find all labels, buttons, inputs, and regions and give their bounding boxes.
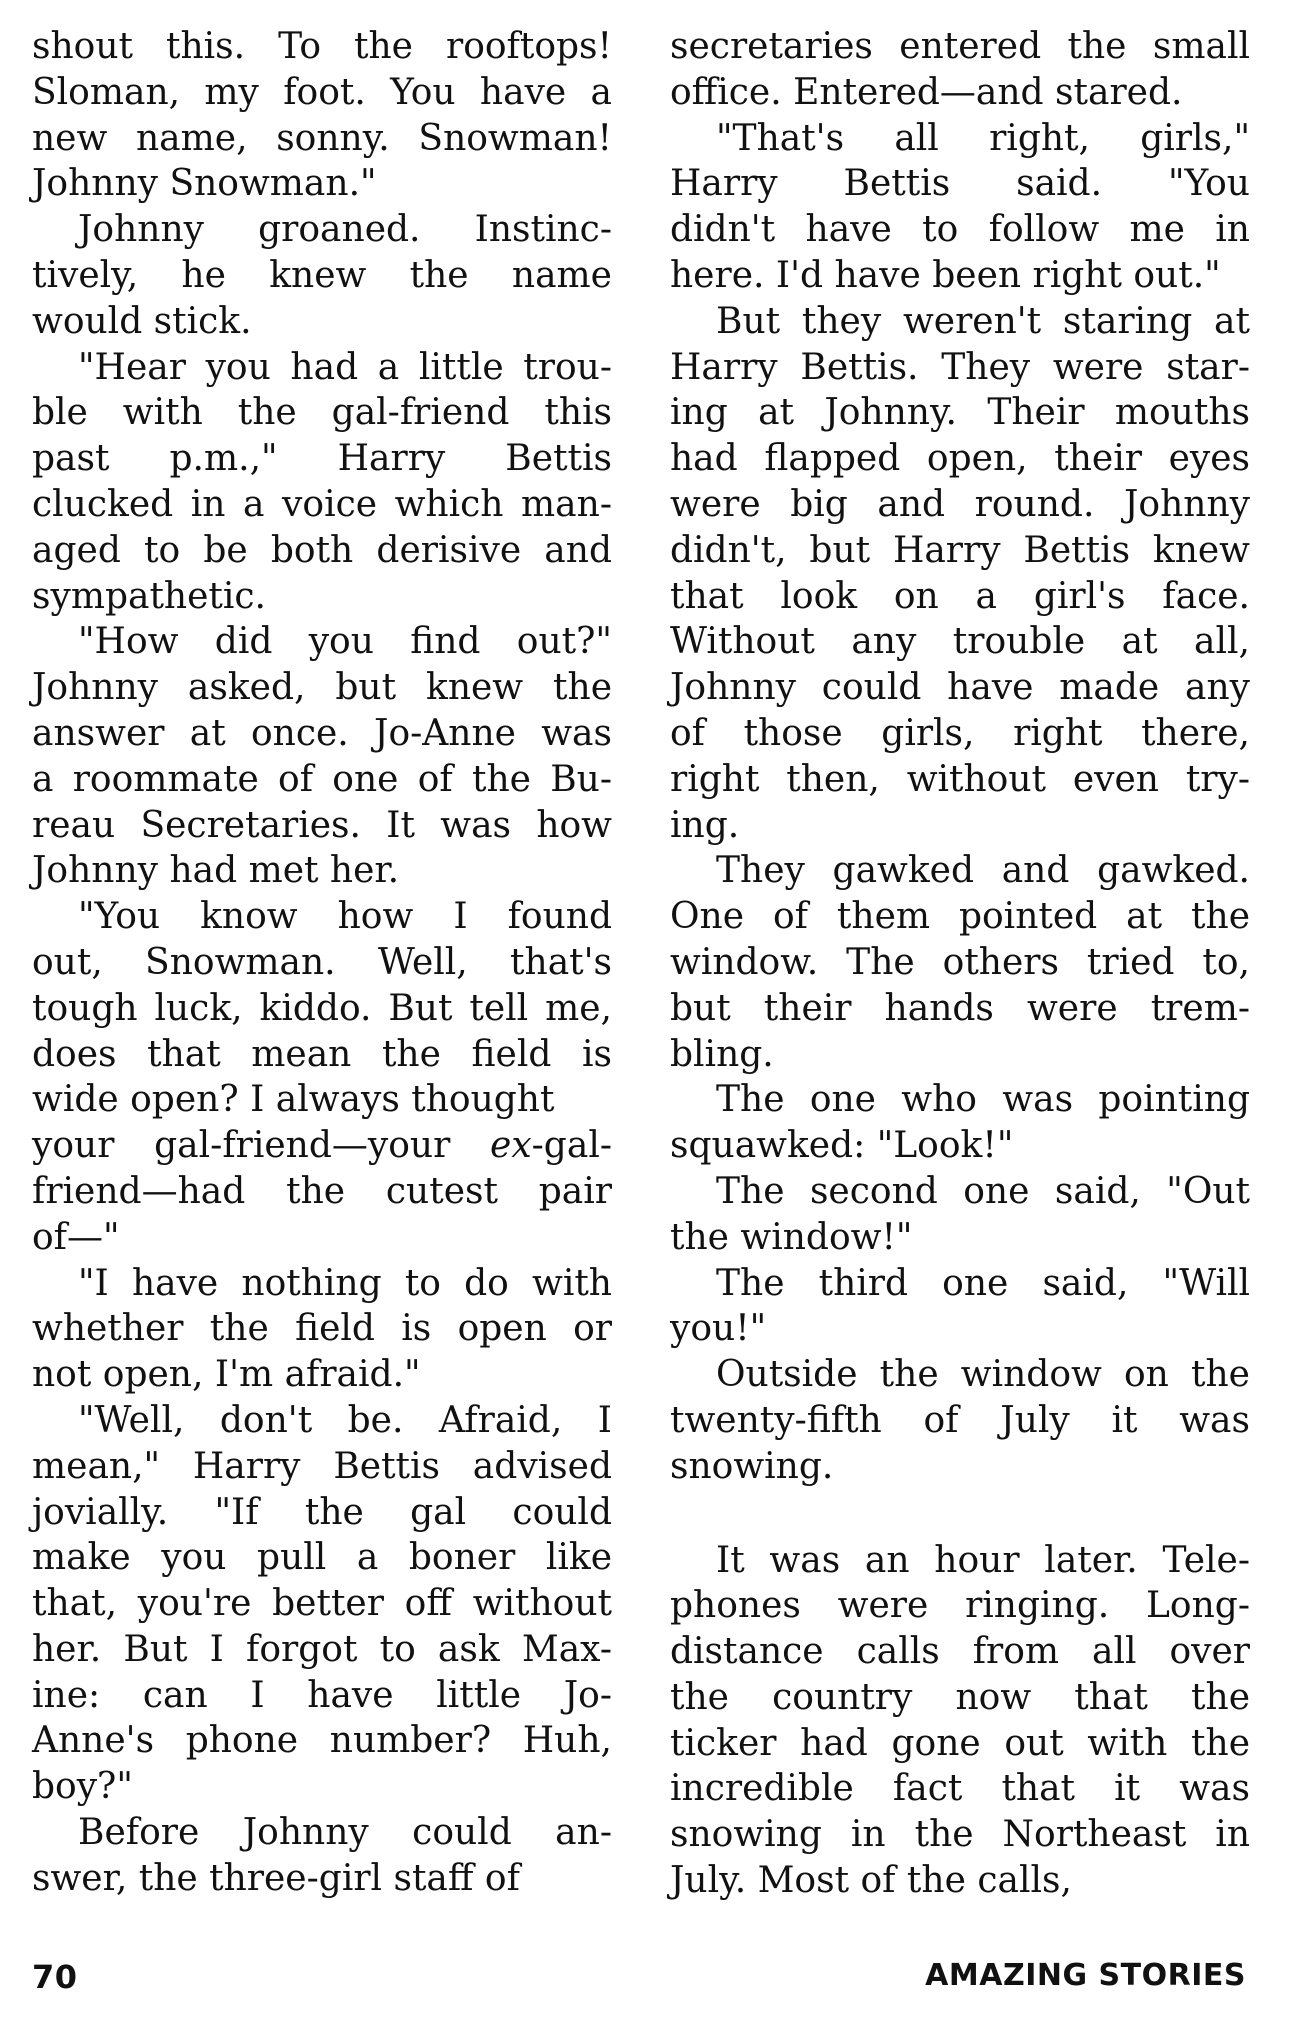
text-line: The third one said, "Will bbox=[716, 1262, 1250, 1304]
text-line: swer, the three-girl staff of bbox=[32, 1857, 520, 1899]
text-line: here. I'd have been right out." bbox=[670, 254, 1221, 296]
text-line: One of them pointed at the bbox=[670, 896, 1250, 938]
text-line: Harry Bettis said. "You bbox=[670, 163, 1250, 205]
text-line: It was an hour later. Tele- bbox=[716, 1539, 1250, 1581]
text-line: snowing in the Northeast in bbox=[670, 1814, 1250, 1856]
text-line: "I have nothing to do with bbox=[78, 1262, 612, 1304]
text-line: didn't, but Harry Bettis knew bbox=[670, 529, 1250, 571]
text-line: Before Johnny could an- bbox=[78, 1812, 612, 1854]
text-line: Sloman, my foot. You have a bbox=[32, 71, 612, 113]
text-line: answer at once. Jo-Anne was bbox=[32, 712, 612, 754]
text-line: had flapped open, their eyes bbox=[670, 438, 1250, 480]
paragraph bbox=[32, 1398, 612, 1810]
paragraph bbox=[670, 1077, 1250, 1169]
text-line: would stick. bbox=[32, 300, 252, 342]
text-line: past p.m.," Harry Bettis bbox=[32, 438, 612, 480]
text-line: Johnny asked, but knew the bbox=[32, 667, 612, 709]
paragraph bbox=[670, 299, 1250, 849]
text-line: wide open? I always thought bbox=[32, 1079, 555, 1121]
paragraph bbox=[32, 345, 612, 620]
text-line: Outside the window on the bbox=[716, 1354, 1250, 1396]
paragraph bbox=[32, 1810, 612, 1902]
paragraph bbox=[670, 1352, 1250, 1489]
text-line: out, Snowman. Well, that's bbox=[32, 941, 612, 983]
text-line: phones were ringing. Long- bbox=[670, 1585, 1250, 1627]
text-line: of—" bbox=[32, 1216, 120, 1258]
text-line: ing at Johnny. Their mouths bbox=[670, 392, 1250, 434]
text-line: Harry Bettis. They were star- bbox=[670, 346, 1250, 388]
text-line: Johnny had met her. bbox=[32, 850, 400, 892]
text-line: right then, without even try- bbox=[670, 758, 1250, 800]
paragraph bbox=[670, 1538, 1250, 1904]
text-line: Anne's phone number? Huh, bbox=[32, 1720, 612, 1762]
paragraph bbox=[32, 894, 612, 1169]
text-run: your gal-friend—your bbox=[32, 1125, 491, 1167]
text-line: The one who was pointing bbox=[716, 1079, 1250, 1121]
text-line: does that mean the field is bbox=[32, 1033, 612, 1075]
text-line: not open, I'm afraid." bbox=[32, 1354, 421, 1396]
text-line: mean," Harry Bettis advised bbox=[32, 1445, 612, 1487]
paragraph bbox=[32, 207, 612, 344]
text-line: but their hands were trem- bbox=[670, 987, 1250, 1029]
text-line: new name, sonny. Snowman! bbox=[32, 117, 612, 159]
text-line: reau Secretaries. It was how bbox=[32, 804, 612, 846]
text-line: her. But I forgot to ask Max- bbox=[32, 1628, 612, 1670]
paragraph bbox=[32, 1261, 612, 1398]
text-line: Without any trouble at all, bbox=[670, 621, 1250, 663]
text-line: twenty-fifth of July it was bbox=[670, 1399, 1250, 1441]
left-text-column bbox=[32, 24, 612, 1902]
text-line: But they weren't staring at bbox=[716, 300, 1250, 342]
text-line: Johnny could have made any bbox=[670, 667, 1250, 709]
text-line: Johnny Snowman." bbox=[32, 163, 377, 205]
text-line: "That's all right, girls," bbox=[716, 117, 1250, 159]
text-line: the window!" bbox=[670, 1216, 913, 1258]
paragraph bbox=[32, 1169, 612, 1261]
text-line: window. The others tried to, bbox=[670, 941, 1250, 983]
text-line: didn't have to follow me in bbox=[670, 209, 1250, 251]
italic-text-run: ex bbox=[490, 1125, 532, 1167]
text-line: "You know how I found bbox=[78, 896, 612, 938]
text-line: snowing. bbox=[670, 1445, 834, 1487]
text-line: "Hear you had a little trou- bbox=[78, 346, 612, 388]
paragraph bbox=[670, 1169, 1250, 1261]
text-line: friend—had the cutest pair bbox=[32, 1170, 612, 1212]
text-line: jovially. "If the gal could bbox=[32, 1491, 612, 1533]
text-line: bling. bbox=[670, 1033, 774, 1075]
paragraph bbox=[670, 116, 1250, 299]
text-line: squawked: "Look!" bbox=[670, 1125, 1014, 1167]
text-line: "Well, don't be. Afraid, I bbox=[78, 1399, 612, 1441]
text-line: sympathetic. bbox=[32, 575, 266, 617]
page-number: 70 bbox=[32, 1958, 78, 1996]
running-head: AMAZING STORIES bbox=[925, 1958, 1246, 1993]
text-line: whether the field is open or bbox=[32, 1308, 612, 1350]
text-line: ing. bbox=[670, 804, 740, 846]
text-line: ine: can I have little Jo- bbox=[32, 1674, 612, 1716]
text-line: a roommate of one of the Bu- bbox=[32, 758, 612, 800]
text-line: make you pull a boner like bbox=[32, 1537, 612, 1579]
text-line: secretaries entered the small bbox=[670, 26, 1250, 67]
text-line bbox=[32, 1123, 612, 1169]
text-line: "How did you find out?" bbox=[78, 621, 612, 663]
text-line: the country now that the bbox=[670, 1676, 1250, 1718]
text-line: The second one said, "Out bbox=[716, 1170, 1250, 1212]
text-line: you!" bbox=[670, 1308, 767, 1350]
text-line: tively, he knew the name bbox=[32, 254, 612, 296]
text-line: July. Most of the calls, bbox=[670, 1860, 1072, 1902]
paragraph bbox=[32, 619, 612, 894]
paragraph bbox=[670, 1261, 1250, 1353]
text-line: shout this. To the rooftops! bbox=[32, 26, 612, 67]
text-line: They gawked and gawked. bbox=[716, 850, 1250, 892]
text-line: were big and round. Johnny bbox=[670, 483, 1250, 525]
text-line: office. Entered—and stared. bbox=[670, 71, 1183, 113]
text-run: -gal- bbox=[531, 1125, 612, 1167]
right-text-column bbox=[670, 24, 1250, 1904]
text-line: distance calls from all over bbox=[670, 1631, 1250, 1673]
text-line: boy?" bbox=[32, 1766, 133, 1808]
text-line: ble with the gal-friend this bbox=[32, 392, 612, 434]
text-line: incredible fact that it was bbox=[670, 1768, 1250, 1810]
text-line: Johnny groaned. Instinc- bbox=[78, 209, 612, 251]
paragraph bbox=[32, 24, 612, 207]
text-line: aged to be both derisive and bbox=[32, 529, 612, 571]
text-line: ticker had gone out with the bbox=[670, 1722, 1250, 1764]
text-line: that look on a girl's face. bbox=[670, 575, 1250, 617]
text-line: that, you're better off without bbox=[32, 1583, 612, 1625]
text-line: tough luck, kiddo. But tell me, bbox=[32, 987, 612, 1029]
text-line: clucked in a voice which man- bbox=[32, 483, 612, 525]
paragraph bbox=[670, 848, 1250, 1077]
paragraph bbox=[670, 24, 1250, 116]
text-line: of those girls, right there, bbox=[670, 712, 1250, 754]
